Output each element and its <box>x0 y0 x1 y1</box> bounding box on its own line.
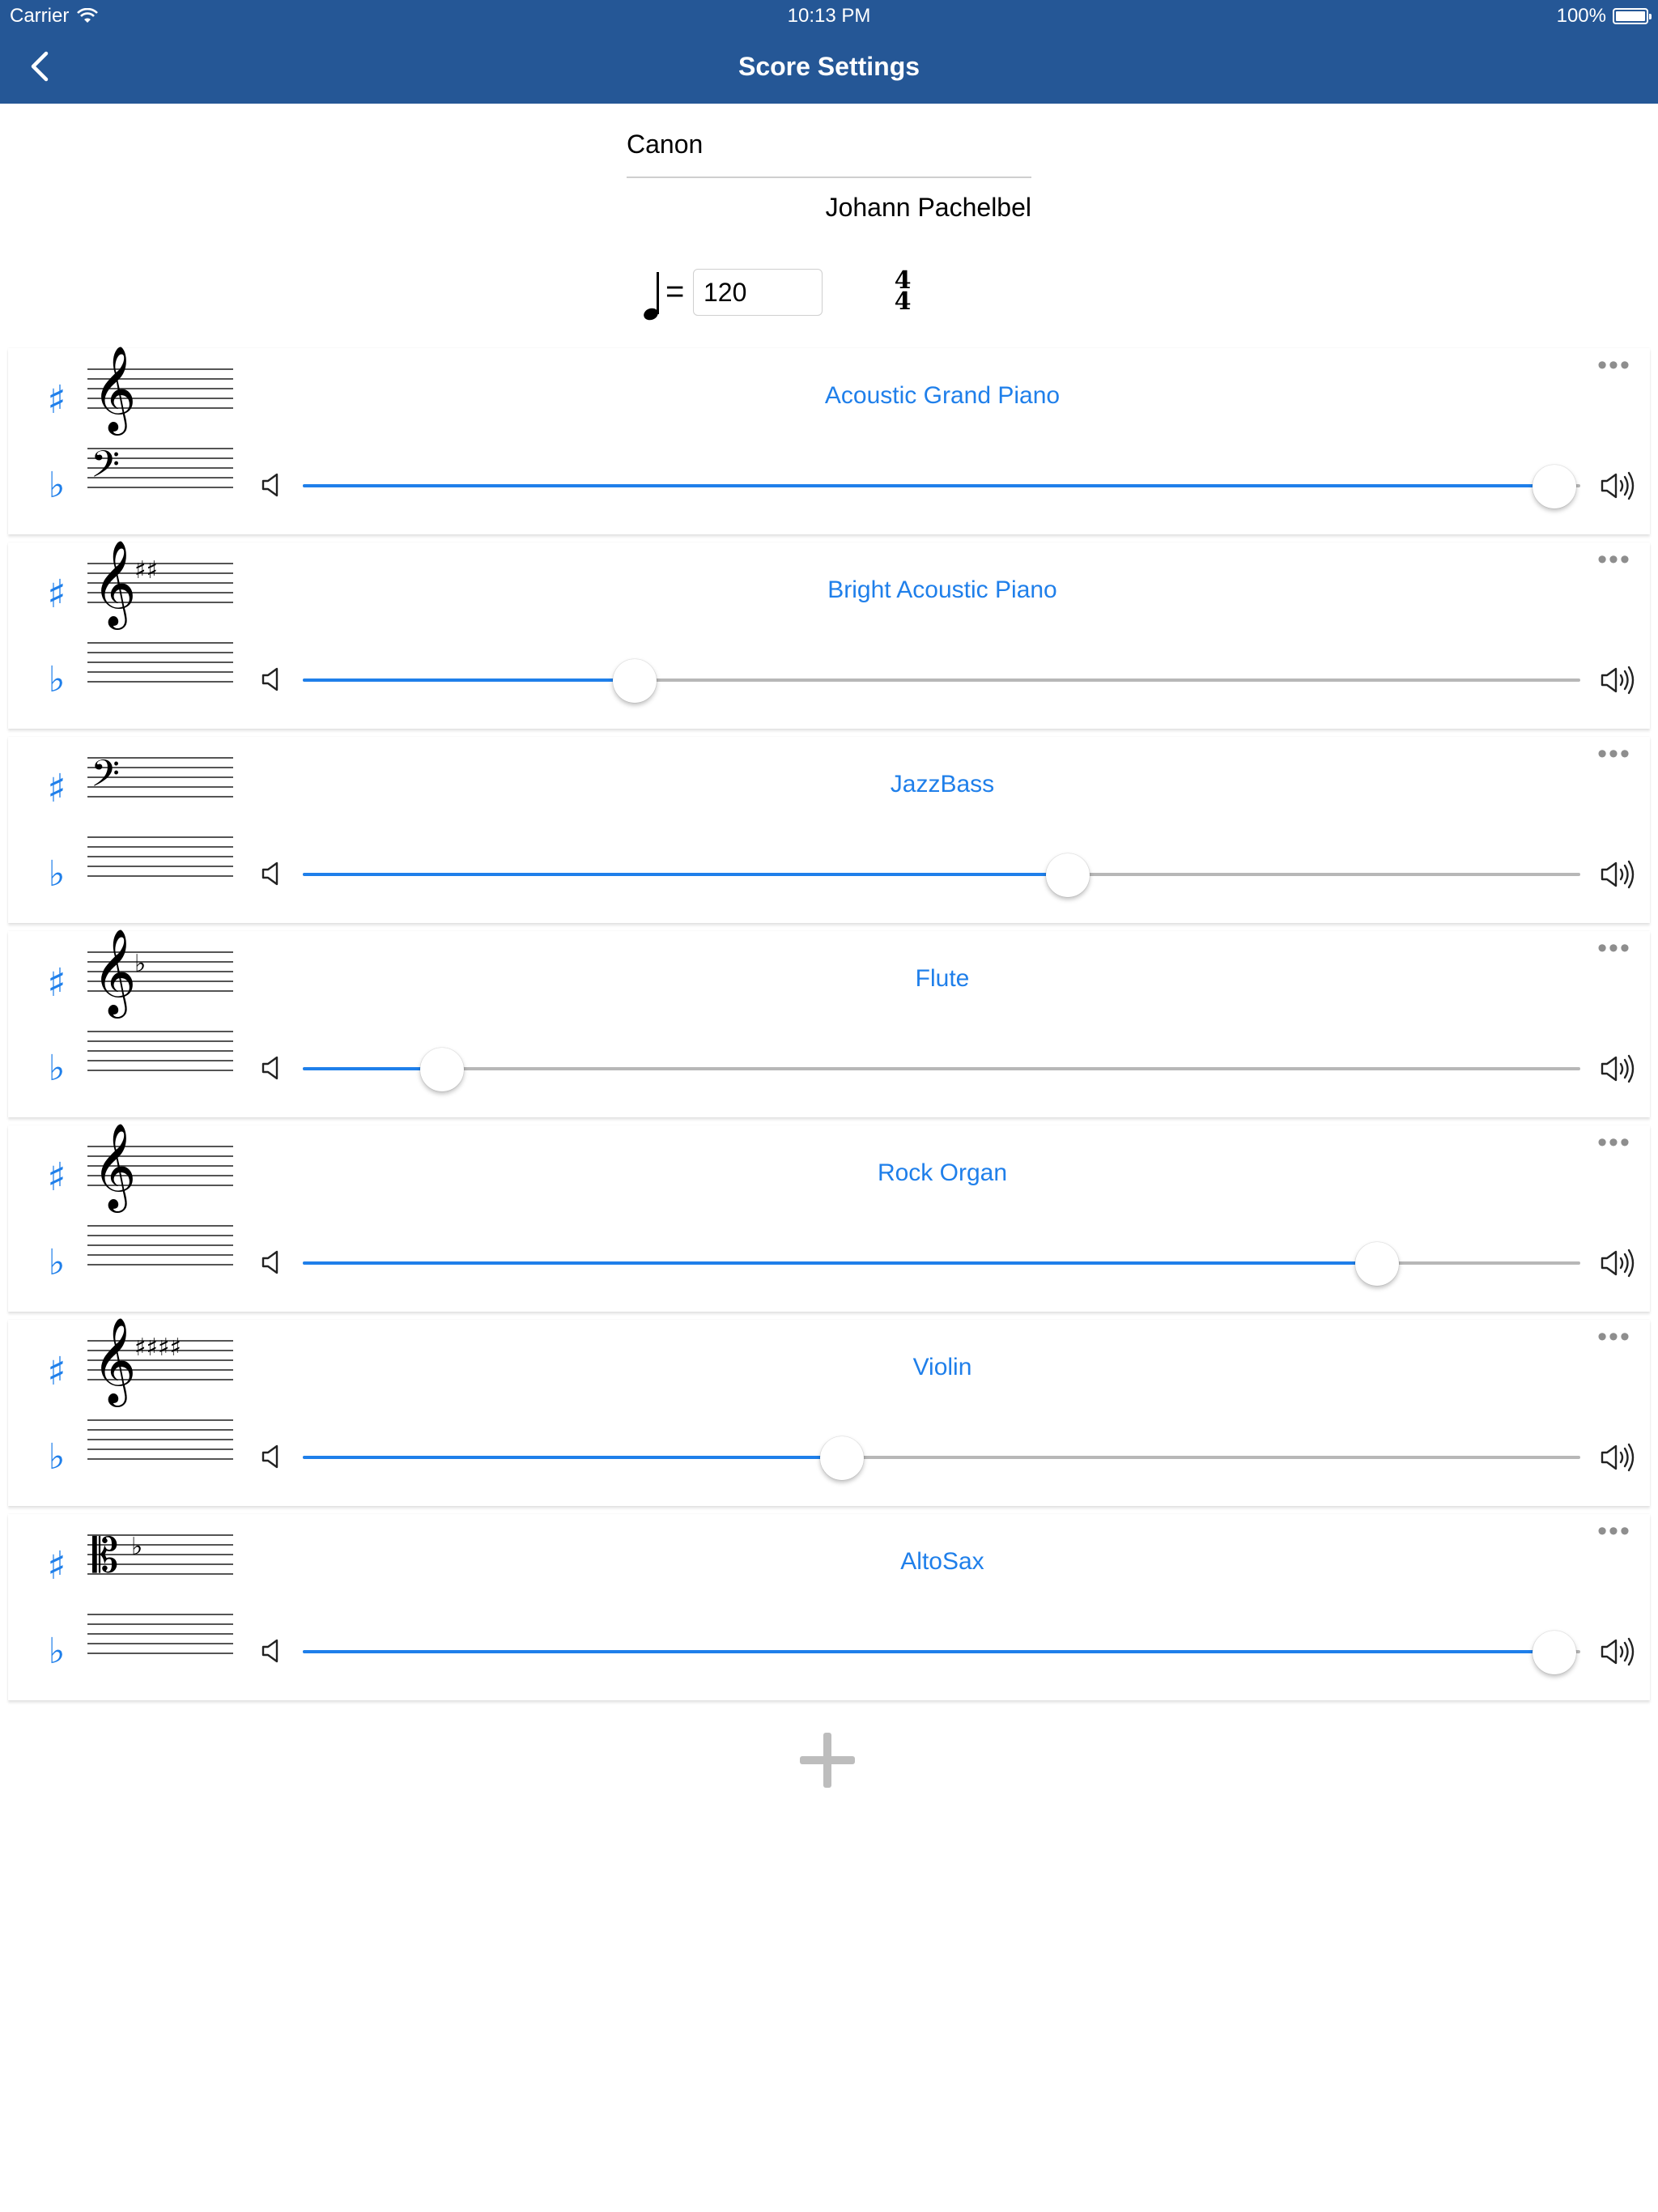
composer-field[interactable]: Johann Pachelbel <box>825 193 1031 222</box>
slider-fill <box>303 1456 842 1459</box>
bass-clef-icon: 𝄢 <box>91 752 121 805</box>
slider-thumb[interactable] <box>820 1436 864 1480</box>
lower-staff <box>87 1417 233 1467</box>
slider-fill <box>303 873 1068 876</box>
staff-line <box>87 671 233 673</box>
staff-line <box>87 1254 233 1256</box>
treble-clef-icon: 𝄞 <box>92 345 137 432</box>
staff-line <box>87 1040 233 1042</box>
volume-low-icon <box>261 1249 285 1276</box>
page-title: Score Settings <box>738 52 920 81</box>
alto-clef-icon: 𝄡 <box>92 1528 119 1583</box>
staff-line <box>87 1643 233 1644</box>
staff-line <box>87 1031 233 1032</box>
volume-low-icon <box>261 1054 285 1082</box>
more-options-button[interactable]: ••• <box>1597 933 1631 963</box>
key-signature: ♯♯♯♯ <box>134 1334 182 1362</box>
transpose-down-button[interactable]: ♭ <box>48 1242 66 1283</box>
staff-line <box>87 1070 233 1071</box>
staff-line <box>87 1419 233 1421</box>
transpose-down-button[interactable]: ♭ <box>48 853 66 895</box>
treble-clef-icon: 𝄞 <box>92 1122 137 1209</box>
transpose-down-button[interactable]: ♭ <box>48 1436 66 1478</box>
volume-high-icon <box>1600 664 1639 696</box>
volume-low-icon <box>261 666 285 693</box>
key-signature: ♭ <box>134 950 147 978</box>
volume-slider[interactable] <box>303 470 1580 502</box>
more-options-button[interactable]: ••• <box>1597 544 1631 575</box>
slider-thumb[interactable] <box>1046 853 1090 897</box>
staff-line <box>87 1448 233 1450</box>
lower-staff <box>87 1028 233 1078</box>
staff-line <box>87 661 233 663</box>
upper-staff <box>87 752 233 805</box>
volume-high-icon <box>1600 1247 1639 1279</box>
transpose-up-button[interactable]: ♯ <box>47 1155 66 1200</box>
staff-line <box>87 1050 233 1052</box>
time-signature-top: 4 <box>894 266 912 295</box>
volume-slider[interactable] <box>303 1247 1580 1279</box>
instrument-name[interactable]: Rock Organ <box>877 1159 1008 1186</box>
transpose-down-button[interactable]: ♭ <box>48 1631 66 1672</box>
more-options-button[interactable]: ••• <box>1597 1516 1631 1546</box>
staff-line <box>87 642 233 644</box>
instrument-card <box>8 1514 1650 1700</box>
key-signature: ♭ <box>131 1533 143 1561</box>
staff-line <box>87 1264 233 1266</box>
slider-fill <box>303 678 635 682</box>
transpose-up-button[interactable]: ♯ <box>47 1543 66 1589</box>
instrument-name[interactable]: Flute <box>915 965 970 992</box>
transpose-up-button[interactable]: ♯ <box>47 960 66 1006</box>
more-options-button[interactable]: ••• <box>1597 1127 1631 1158</box>
transpose-up-button[interactable]: ♯ <box>47 572 66 617</box>
slider-thumb[interactable] <box>613 659 657 703</box>
staff-line <box>87 1623 233 1625</box>
volume-high-icon <box>1600 470 1639 502</box>
lower-staff <box>87 834 233 884</box>
staff-line <box>87 1244 233 1246</box>
instrument-card <box>8 737 1650 923</box>
volume-low-icon <box>261 471 285 499</box>
volume-slider[interactable] <box>303 858 1580 891</box>
upper-staff <box>87 1317 233 1403</box>
volume-slider[interactable] <box>303 1053 1580 1085</box>
lower-staff <box>87 1223 233 1273</box>
time-signature-bottom: 4 <box>894 287 912 316</box>
upper-staff <box>87 345 233 432</box>
staff-line <box>87 836 233 838</box>
treble-clef-icon: 𝄞 <box>92 1317 137 1403</box>
volume-slider[interactable] <box>303 664 1580 696</box>
more-options-button[interactable]: ••• <box>1597 1321 1631 1352</box>
lower-staff <box>87 640 233 690</box>
treble-clef-icon: 𝄞 <box>92 539 137 626</box>
slider-thumb[interactable] <box>1355 1242 1399 1286</box>
staff-line <box>87 1235 233 1236</box>
lower-staff <box>87 1611 233 1661</box>
upper-staff <box>87 1122 233 1209</box>
upper-staff <box>87 1528 233 1583</box>
staff-line <box>87 1458 233 1460</box>
volume-high-icon <box>1600 1441 1639 1474</box>
staff-line <box>87 856 233 857</box>
treble-clef-icon: 𝄞 <box>92 928 137 1015</box>
staff-line <box>87 681 233 683</box>
staff-line <box>87 1633 233 1635</box>
transpose-down-button[interactable]: ♭ <box>48 1048 66 1089</box>
tempo-equals: = <box>665 274 685 309</box>
volume-slider[interactable] <box>303 1636 1580 1668</box>
lower-staff <box>87 445 233 496</box>
staff-line <box>87 1614 233 1615</box>
transpose-down-button[interactable]: ♭ <box>48 659 66 700</box>
transpose-down-button[interactable]: ♭ <box>48 465 66 506</box>
staff-line <box>87 1060 233 1061</box>
slider-thumb[interactable] <box>1533 465 1576 508</box>
tempo-input[interactable]: 120 <box>693 269 823 316</box>
more-options-button[interactable]: ••• <box>1597 350 1631 381</box>
key-signature: ♯♯ <box>134 556 159 585</box>
slider-fill <box>303 1650 1554 1653</box>
transpose-up-button[interactable]: ♯ <box>47 1349 66 1394</box>
instrument-card <box>8 1122 1650 1312</box>
slider-fill <box>303 1261 1377 1265</box>
staff-line <box>87 652 233 653</box>
transpose-up-button[interactable]: ♯ <box>47 766 66 811</box>
slider-thumb[interactable] <box>1533 1631 1576 1674</box>
slider-thumb[interactable] <box>420 1048 464 1091</box>
bass-clef-icon: 𝄢 <box>91 443 121 496</box>
volume-low-icon <box>261 1443 285 1470</box>
transpose-up-button[interactable]: ♯ <box>47 377 66 423</box>
instrument-card <box>8 345 1650 534</box>
carrier-label: Carrier <box>10 5 70 27</box>
instrument-name[interactable]: Acoustic Grand Piano <box>824 382 1061 409</box>
battery-icon <box>1613 8 1648 24</box>
instrument-card <box>8 539 1650 729</box>
volume-high-icon <box>1600 1053 1639 1085</box>
instrument-card <box>8 928 1650 1117</box>
instrument-card <box>8 1317 1650 1506</box>
plus-icon[interactable] <box>797 1729 858 1791</box>
score-title-field[interactable]: Canon <box>627 121 1031 178</box>
instrument-name[interactable]: Violin <box>912 1354 972 1380</box>
upper-staff <box>87 539 233 626</box>
volume-high-icon <box>1600 858 1639 891</box>
staff-line <box>87 846 233 848</box>
volume-slider[interactable] <box>303 1441 1580 1474</box>
staff-line <box>87 1225 233 1227</box>
volume-low-icon <box>261 860 285 887</box>
staff-line <box>87 1429 233 1431</box>
slider-fill <box>303 484 1554 487</box>
status-time: 10:13 PM <box>787 5 871 27</box>
volume-high-icon <box>1600 1636 1639 1668</box>
staff-line <box>87 875 233 877</box>
more-options-button[interactable]: ••• <box>1597 738 1631 769</box>
navigation-bar <box>0 0 1658 104</box>
battery-percent: 100% <box>1556 5 1606 27</box>
instrument-name[interactable]: Bright Acoustic Piano <box>827 576 1057 603</box>
instrument-name[interactable]: AltoSax <box>900 1548 984 1575</box>
staff-line <box>87 1439 233 1440</box>
instrument-list <box>8 345 1650 1708</box>
staff-line <box>87 866 233 867</box>
status-battery <box>1557 5 1648 28</box>
volume-low-icon <box>261 1637 285 1665</box>
time-signature[interactable] <box>891 266 915 316</box>
upper-staff <box>87 928 233 1015</box>
staff-line <box>87 1653 233 1654</box>
instrument-name[interactable]: JazzBass <box>890 771 995 798</box>
slider-track <box>303 1067 1580 1070</box>
